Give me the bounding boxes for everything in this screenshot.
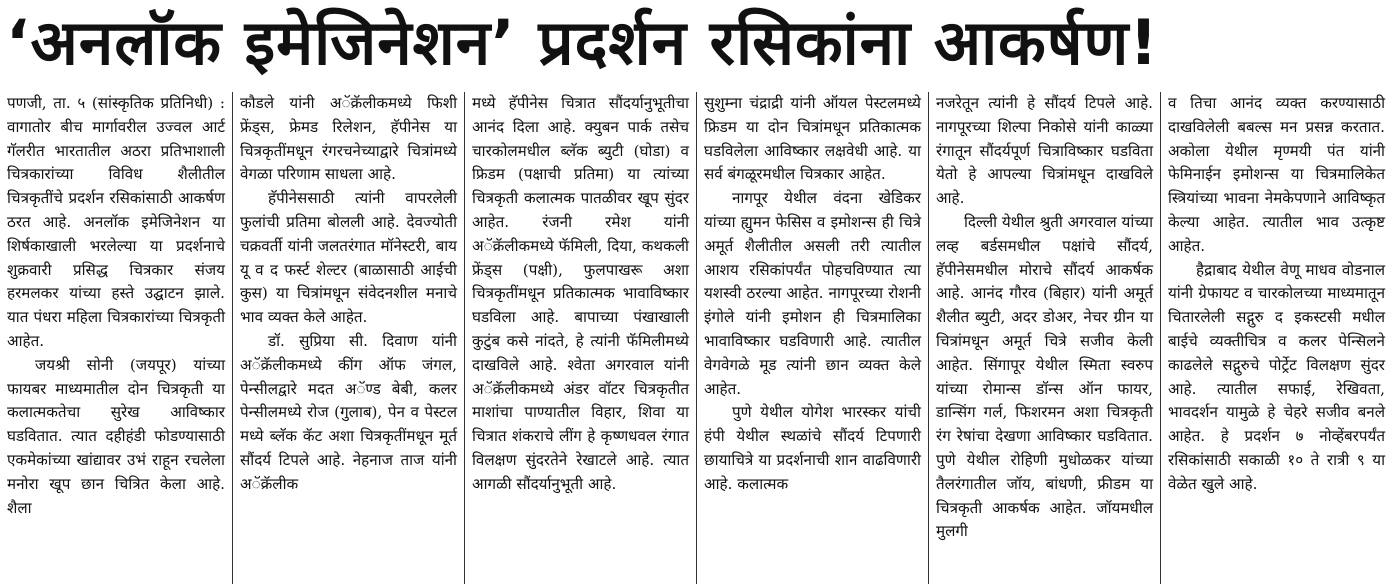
column-paragraph: डॉ. सुप्रिया सी. दिवाण यांनी अॅक्रॅलीकमध्ये कींग ऑफ जंगल, पेन्सीलद्वारे मदत अॅण्ड बेबी, कलर पेन्सीलमध्ये रोज (गुलाब), पेन व पेस्टल मध्ये ब्लॅक कॅट अशा चित्रकृतींमधून मूर्त सौंदर्य टिपले आहे. नेहनाज ताज यांनी अॅक्रॅलीक <box>240 331 457 493</box>
column-paragraph: जयश्री सोनी (जयपूर) यांच्या फायबर माध्यमातील दोन चित्रकृती या कलात्मकतेचा सुरेख आविष्कार घडवितात. त्यात दहीहंडी फोडण्यासाठी एकमेकांच्या खांद्यावर उभं राहून रचलेला मनोरा खूप छान चित्रित केला आहे. शैला <box>7 355 225 517</box>
column-paragraph: पणजी, ता. ५ (सांस्कृतिक प्रतिनिधी) : वागातोर बीच मार्गावरील उज्वल आर्ट गॅलरीत भारतातील अठरा प्रतिभाशाली चित्रकारांच्या विविध शैलीतील चित्रकृतींचे प्रदर्शन रसिकांसाठी आकर्षण ठरत आहे. अनलॉक इमेजिनेशन या शिर्षकाखाली भरलेल्या या प्रदर्शनाचे शुक्रवारी प्रसिद्ध चित्रकार संजय हरमलकर यांच्या हस्ते उद्घाटन झाले. यात पंधरा महिला चित्रकारांच्या चित्रकृती आहेत. <box>7 94 225 350</box>
column-paragraph: सुशुम्ना चंद्राद्री यांनी ऑयल पेस्टलमध्ये फ्रिडम या दोन चित्रांमधून प्रतिकात्मक घडविलेला आविष्कार लक्षवेधी आहे. या सर्व बंगळूरमधील चित्रकार आहेत. <box>704 94 921 184</box>
article-column-2 <box>232 92 464 584</box>
article-column-6 <box>1160 92 1392 584</box>
article-column-4 <box>696 92 928 584</box>
column-paragraph: कौडले यांनी अॅक्रॅलीकमध्ये फिशी फ्रेंड्स, फ्रेमड रिलेशन, हॅपीनेस या चित्रकृतींमधून रंगरचनेच्याद्वारे चित्रांमध्ये वेगळा परिणाम साधला आहे. <box>240 94 457 184</box>
article-column-1 <box>0 92 232 584</box>
column-paragraph: व तिचा आनंद व्यक्त करण्यासाठी दाखविलेली बबल्स मन प्रसन्न करतात. अकोला येथील मृण्मयी पंत यांनी फेमिनाईन इमोशन्स या चित्रमालिकेत स्त्रियांच्या भावना नेमकेपणाने आविष्कृत केल्या आहेत. त्यातील भाव उत्कृष्ट आहेत. <box>1168 94 1385 255</box>
column-paragraph: दिल्ली येथील श्रुती अगरवाल यांच्या लव्ह बर्डसमधील पक्षांचे सौंदर्य, हॅपीनेसमधील मोराचे सौंदर्य आकर्षक आहे. आनंद गौरव (बिहार) यांनी अमूर्त शैलीत ब्युटी, अदर डोअर, नेचर ग्रीन या चित्रांमधून अमूर्त चित्रे सजीव केली आहेत. सिंगापूर येथील स्मिता स्वरुप यांच्या रोमान्स डॉन्स ऑन फायर, डान्सिंग गर्ल, फिशरमन अशा चित्रकृती रंग रेषांचा देखणा आविष्कार घडवितात. पुणे येथील रोहिणी मुधोळकर यांच्या तैलरंगातील जॉय, बांधणी, फ्रीडम या चित्रकृती आकर्षक आहेत. जॉयमधील मुलगी <box>936 212 1154 541</box>
column-paragraph: हॅपीनेससाठी त्यांनी वापरलेली फुलांची प्रतिमा बोलली आहे. देवज्योती चक्रवर्ती यांनी जलतरंगात मॉनेस्टरी, बाय यू व द फर्स्ट शेल्टर (बाळासाठी आईची कुस) या चित्रांमधून संवेदनशील मनाचे भाव व्यक्त केले आहेत. <box>240 189 457 327</box>
column-paragraph: मध्ये हॅपीनेस चित्रात सौंदर्यानुभूतीचा आनंद दिला आहे. क्युबन पार्क तसेच चारकोलमधील ब्लॅक ब्युटी (घोडा) व फ्रिडम (पक्षाची प्रतिमा) या त्यांच्या चित्रकृती कलात्मक पातळीवर खूप सुंदर आहेत. रंजनी रमेश यांनी अॅक्रॅलीकमध्ये फॅमिली, दिया, कथकली फ्रेंड्स (पक्षी), फुलपाखरू अशा चित्रकृतींमधून प्रतिकात्मक भावाविष्कार घडविला आहे. बापाच्या पंखाखाली कुटुंब कसे नांदते, हे त्यांनी फॅमिलीमध्ये दाखविले आहे. श्वेता अगरवाल यांनी अॅक्रॅलीकमध्ये अंडर वॉटर चित्रकृतीत माशांचा पाण्यातील विहार, शिवा या चित्रात शंकराचे लींग हे कृष्णधवल रंगात विलक्षण सुंदरतेने रेखाटले आहे. त्यात आगळी सौंदर्यानुभूती आहे. <box>472 94 689 493</box>
article-column-5 <box>928 92 1160 584</box>
headline: ‘अनलॉक इमेजिनेशन’ प्रदर्शन रसिकांना आकर्षण! <box>6 6 1159 79</box>
column-paragraph: नजरेतून त्यांनी हे सौंदर्य टिपले आहे. नागपूरच्या शिल्पा निकोसे यांनी काळ्या रंगातून सौंदर्यपूर्ण चित्राविष्कार घडविता येतो हे आपल्या चित्रांमधून दाखविले आहे. <box>936 94 1153 208</box>
column-paragraph: नागपूर येथील वंदना खेडिकर यांच्या ह्युमन फेसिस व इमोशन्स ही चित्रे अमूर्त शैलीतील असली तरी त्यातील आशय रसिकांपर्यंत पोहचविण्यात त्या यशस्वी ठरल्या आहेत. नागपूरच्या रोशनी इंगोले यांनी इमोशन ही चित्रमालिका भावाविष्कार घडविणारी आहे. त्यातील वेगवेगळे मूड त्यांनी छान व्यक्त केले आहेत. <box>704 189 921 398</box>
article-columns <box>0 92 1392 584</box>
column-paragraph: हैद्राबाद येथील वेणू माधव वोडनाल यांनी ग्रेफायट व चारकोलच्या माध्यमातून चितारलेली सद्गुरु द इकस्टसी मधील बाईचे व्यक्तीचित्र व कलर पेन्सिलने काढलेले सद्गुरुचे पोर्ट्रेट विलक्षण सुंदर आहे. त्यातील सफाई, रेखिवता, भावदर्शन यामुळे हे चेहरे सजीव बनले आहेत. हे प्रदर्शन ७ नोव्हेंबरपर्यंत रसिकांसाठी सकाळी १० ते रात्री ९ या वेळेत खुले आहे. <box>1168 260 1385 493</box>
article-column-3 <box>464 92 696 584</box>
column-paragraph: पुणे येथील योगेश भारस्कर यांची हंपी येथील स्थळांचे सौंदर्य टिपणारी छायाचित्रे या प्रदर्शनाची शान वाढविणारी आहे. कलात्मक <box>704 403 921 493</box>
